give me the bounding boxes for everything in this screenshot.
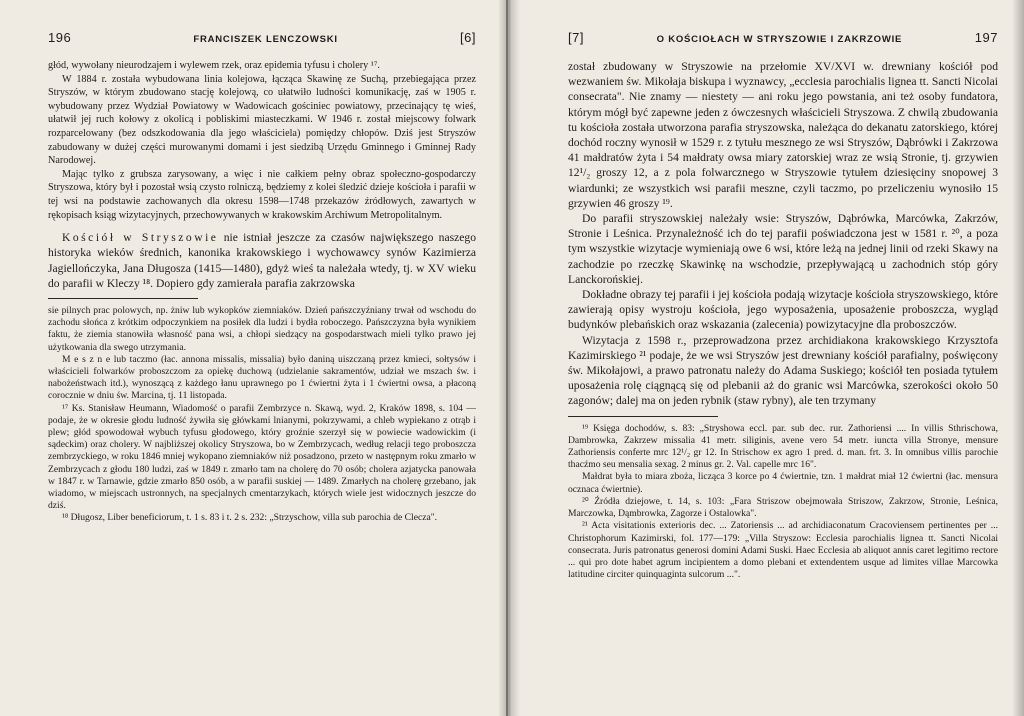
- section-mark-right: [7]: [568, 30, 584, 45]
- footnote: ¹⁹ Księga dochodów, s. 83: „Stryshowa eccl. par. sub dec. rur. Zathoriensi .... In villis Sthrischowa, Dambrowka, Zakrzew missalia 41 metr. siliginis, avene vero 54 metr. iuncta villa Stronye, mensure Zathoriensis conferte mrc 12¹/₂ gr 12. In Strischow ex agro 1 pred. d. man. frt. 3. In omnibus villis parochie thacźmo seu mensalia sexag. 2 minus gr. 2. Val. capelle mrc 16".: [568, 422, 998, 471]
- running-title-right: O KOŚCIOŁACH W STRYSZOWIE I ZAKRZOWIE: [656, 34, 903, 45]
- right-footnotes: [568, 423, 998, 582]
- footnote: ¹⁸ Długosz, Liber beneficiorum, t. 1 s. 83 i t. 2 s. 232: „Strzyschow, villa sub parochia de Clecza".: [62, 512, 438, 524]
- left-body-large: [48, 230, 476, 291]
- paragraph: W 1884 r. została wybudowana linia kolejowa, łącząca Skawinę ze Suchą, przebiegająca przez Stryszów, w którym zbudowano stację kolejową, co ułatwiło ludności komunikację, zaś w 1905 r. wybudowany przez Wydział Powiatowy w Wadowicach gościniec powiatowy, przecinający tę wieś, ułatwił jej ruch kołowy z okolicą i pobliskimi miasteczkami. W 1946 r. został miejscowy folwark rozparcelowany (bez odszkodowania dla jego właściciela) pomiędzy chłopów. Dziś jest Stryszów zabudowany w dużej części murowanymi domami i jest siedzibą Urzędu Gminnego i Gminnej Rady Narodowej.: [48, 73, 476, 167]
- left-footnotes: [48, 305, 476, 525]
- footnote: Małdrat była to miara zboża, licząca 3 korce po 4 ćwiertnie, tzn. 1 małdrat miał 12 ćwiertni (łac. mensura ocznaca ćwiertnie).: [568, 471, 998, 495]
- paragraph: Wizytacja z 1598 r., przeprowadzona przez archidiakona krakowskiego Krzysztofa Kazimirskiego ²¹ podaje, że we wsi Stryszów jest drewniany kościół parafialny, poświęcony św. Mikołajowi, a prawo patronatu należy do Adama Suskiego; kościół ten posiada tytułem uposażenia rolę ciągnącą się od plebanii aż do granic wsi Marcówka, szerokości około 50 zagonów; dalej ma on jeden rybnik (staw rybny), ale ten trzymany: [568, 333, 998, 408]
- paragraph: głód, wywołany nieurodzajem i wylewem rzek, oraz epidemia tyfusu i cholery ¹⁷.: [48, 60, 380, 71]
- footnote: sie pilnych prac polowych, np. żniw lub wykopków ziemniaków. Dzień pańszczyźniany trwał od wschodu do zachodu słońca z krótkim odpoczynkiem na posiłek dla ludzi i bydła roboczego. Pańszczyzna była wynikiem faktu, że ziemia stanowiła własność pana wsi, a chłopi siedzący na gospodarstwach mieli tylko prawo jej użytkowania dla swego utrzymania.: [48, 304, 476, 353]
- footnote-rule: [48, 298, 198, 299]
- footnote: ²¹ Acta visitationis exterioris dec. ... Zatoriensis ... ad archidiaconatum Cracoviensem pertinentes per ... Christophorum Kazimirski, fol. 177—179: „Villa Stryszow: Ecclesia parochialis lignea tt. Sancti Nicolai consecrata. Juris patronatus generosi domini Adami Suski. Haec Ecclesia ab aliquot annis caret legitimo rectore ... qui pro dote habet agrum incipientem a domo plebani et extendentem usque ad limites villae Marcowka latitudine circiter quinquaginta sulcorum ...".: [568, 520, 998, 581]
- left-page-header: [48, 30, 476, 45]
- footnote-rule: [568, 416, 718, 417]
- left-page: [0, 0, 506, 716]
- running-title-left: FRANCISZEK LENCZOWSKI: [193, 34, 338, 45]
- page-number-right: 197: [974, 30, 998, 45]
- paragraph: Dokładne obrazy tej parafii i jej kościoła podają wizytacje kościoła stryszowskiego, które zawierają opisy wystroju kościoła, jego wyposażenia, uposażenie proboszcza, wygląd budynków plebańskich oraz wskazania (zalecenia) powizytacyjne dla proboszczów.: [568, 288, 998, 332]
- paragraph-continuation: nie istniał jeszcze za czasów największego naszego historyka wieków średnich, kanonika krakowskiego i wychowawcy synów Kazimierza Jagiellończyka, Jana Długosza (1415—1480), gdyż wieś ta należała wtedy, tj. w XV wieku do parafii w Kleczy ¹⁸. Dopiero gdy zamierała parafia zakrzowska: [48, 231, 476, 290]
- right-page: [508, 0, 1024, 716]
- spaced-heading-text: Kościół w Stryszowie: [62, 231, 219, 245]
- footnote: M e s z n e lub taczmo (łac. annona missalis, missalia) było daniną uiszczaną przez kmieci, sołtysów i właścicieli folwarków proboszczom za opiekę duchową (udzielanie sakramentów, udział we mszach św. i nabożeństwach itd.), wynoszącą z każdego łanu uprawnego po 1 ćwiertni żyta i 1 ćwiertni owsa, a płaconą corocznie w dniu św. Marcina, tj. 11 listopada.: [48, 353, 476, 402]
- page-number-left: 196: [48, 30, 72, 45]
- right-page-header: [568, 30, 998, 45]
- page-edge-shadow: [1012, 0, 1024, 716]
- paragraph: Do parafii stryszowskiej należały wsie: Stryszów, Dąbrówka, Marcówka, Zakrzów, Stronie i Leśnica. Przynależność ich do tej parafii poświadczona jest w 1581 r. ²⁰, a poza tym wszystkie wizytacje wymieniają owe 6 wsi, które leżą na jednej linii od rzeki Skawy na zachodzie po rzeczkę Skawinkę na wschodzie, przepływającą u zachodnich stóp góry Lanckorońskiej.: [568, 212, 998, 286]
- footnote: ¹⁷ Ks. Stanisław Heumann, Wiadomość o parafii Zembrzyce n. Skawą, wyd. 2, Kraków 1898, s. 104 — podaje, że w okresie głodu ludność żywiła się główkami lnianymi, pokrzywami, a chleb wypiekano z otrąb i plew; głód spowodował wybuch tyfusu głodowego, który groźnie szerzył się w powiecie wadowickim (i sądeckim) oraz cholery. W najbliższej okolicy Stryszowa, bo w Zembrzycach, według relacji tego proboszcza zembrzyckiego, w roku 1846 mniej wykopano ziemniaków niż posadzono, przeto w następnym roku zmarło w Zembrzycach z głodu 180 ludzi, zaś w 1849 r. zmarło tam na cholerę do 70 osób; cholera azjatycka panowała w 1847 r. w Tarnawie, gdzie zmarło 850 osób, a w parafii suskiej — 1489. Zmarłych na cholerę grzebano, jak wiadomo, w miejscach ustronnych, na specjalnych cmentarzykach, których wiele jest widocznych jeszcze do dziś.: [48, 402, 476, 512]
- paragraph: Mając tylko z grubsza zarysowany, a więc i nie całkiem pełny obraz społeczno-gospodarczy Stryszowa, który był i pozostał wsią czysto rolniczą, będziemy z kolei śledzić dzieje kościoła i parafii w tej wsi na podstawie zachowanych dla okresu 1598—1748 przekazów źródłowych, zawartych w rękopisach ksiąg wizytacyjnych, przechowywanych w krakowskim Archiwum Metropolitalnym.: [48, 168, 476, 221]
- right-body-large: [568, 59, 998, 409]
- footnote: ²⁰ Źródła dziejowe, t. 14, s. 103: „Fara Striszow obejmowała Striszow, Zakrzow, Stronie, Leśnica, Marczowka, Dąmbrowka, Zagorze i Ostalowka".: [568, 495, 998, 520]
- section-mark-left: [6]: [460, 30, 476, 45]
- paragraph: został zbudowany w Stryszowie na przełomie XV/XVI w. drewniany kościół pod wezwaniem św. Mikołaja biskupa i wyznawcy, „ecclesia parochialis lignea tt. Sancti Nicolai consecrata". Nie znamy — niestety — ani roku jego powstania, ani też osoby fundatora, którym mógł być zapewne jeden z ówczesnych właścicieli Stryszowa. Z chwilą zbudowania tu kościoła została utworzona parafia stryszowska, należąca do dekanatu zatorskiego, której dochód roczny wynosił w 1529 r. z tytułu mesznego ze wsi Stryszów, Dąbrówki i Zakrzowa 41 małdratów żyta i 54 małdraty owsa miary zatorskiej wraz ze wsią Stronie, tj. grzywien 12¹/₂ groszy 12, a z pola folwarcznego w Stryszowie tytułem dziesięciny snopowej 3 wiardunki; ze wszystkich wsi parafii meszne, czyli taczmo, po przeliczeniu wynosiło 15 grzywien 46 groszy ¹⁹.: [568, 60, 998, 210]
- left-body-small: [48, 59, 476, 222]
